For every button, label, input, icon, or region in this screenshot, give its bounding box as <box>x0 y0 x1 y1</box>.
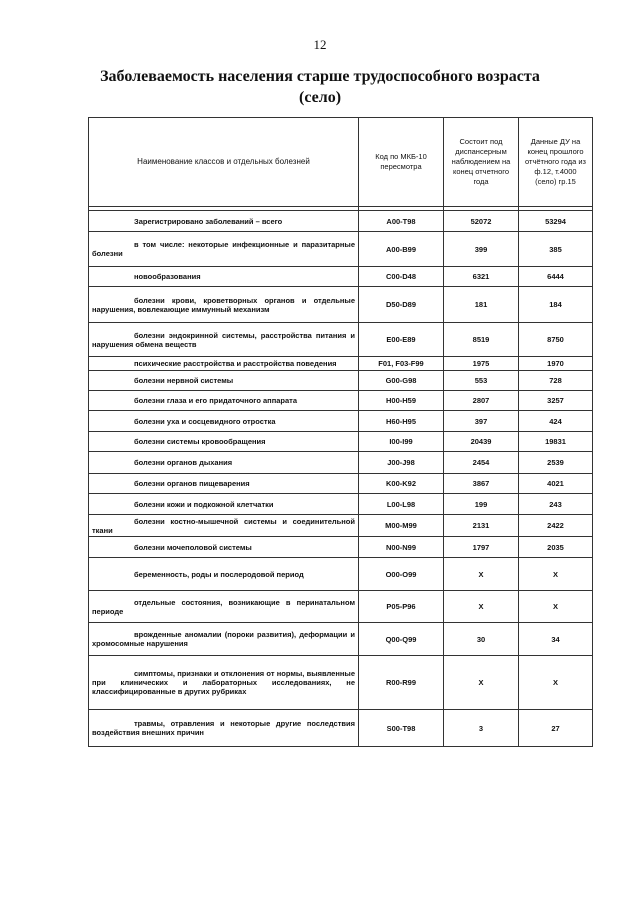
disease-name-cell: болезни глаза и его придаточного аппарата <box>89 391 359 411</box>
disease-name-cell: болезни костно-мышечной системы и соединительной ткани <box>89 515 359 537</box>
dispensary-count-cell: 199 <box>444 494 519 515</box>
icd-code-cell: J00-J98 <box>359 452 444 474</box>
previous-year-cell: X <box>519 558 593 591</box>
dispensary-count-cell: 2454 <box>444 452 519 474</box>
dispensary-count-cell: 20439 <box>444 432 519 452</box>
disease-name-cell: болезни системы кровообращения <box>89 432 359 452</box>
disease-name-cell: в том числе: некоторые инфекционные и паразитарные болезни <box>89 232 359 267</box>
table-row <box>89 537 593 558</box>
dispensary-count-cell: 181 <box>444 287 519 323</box>
page-title-line-2: (село) <box>298 89 342 106</box>
disease-name-cell: врожденные аномалии (пороки развития), деформации и хромосомные нарушения <box>89 623 359 656</box>
table-row <box>89 474 593 494</box>
previous-year-cell: 2422 <box>519 515 593 537</box>
table-row <box>89 623 593 656</box>
table-row <box>89 357 593 371</box>
icd-code-cell: G00-G98 <box>359 371 444 391</box>
table-row <box>89 211 593 232</box>
page-title <box>60 66 580 108</box>
dispensary-count-cell: 1975 <box>444 357 519 371</box>
disease-name-cell: новообразования <box>89 267 359 287</box>
previous-year-cell: X <box>519 591 593 623</box>
icd-code-cell: H60-H95 <box>359 411 444 432</box>
dispensary-count-cell: 2131 <box>444 515 519 537</box>
previous-year-cell: 2035 <box>519 537 593 558</box>
dispensary-count-cell: X <box>444 558 519 591</box>
dispensary-count-cell: 52072 <box>444 211 519 232</box>
disease-name-cell: травмы, отравления и некоторые другие последствия воздействия внешних причин <box>89 710 359 747</box>
disease-name-cell: болезни кожи и подкожной клетчатки <box>89 494 359 515</box>
previous-year-cell: 34 <box>519 623 593 656</box>
dispensary-count-cell: 6321 <box>444 267 519 287</box>
icd-code-cell: D50-D89 <box>359 287 444 323</box>
table-body <box>89 207 593 747</box>
disease-name-cell: беременность, роды и послеродовой период <box>89 558 359 591</box>
previous-year-cell: 728 <box>519 371 593 391</box>
dispensary-count-cell: 1797 <box>444 537 519 558</box>
table-row <box>89 656 593 710</box>
previous-year-cell: 19831 <box>519 432 593 452</box>
icd-code-cell: P05-P96 <box>359 591 444 623</box>
header-previous-year: Данные ДУ на конец прошлого отчётного года из ф.12, т.4000 (село) гр.15 <box>519 118 593 207</box>
disease-name-cell: болезни уха и сосцевидного отростка <box>89 411 359 432</box>
table-row <box>89 710 593 747</box>
disease-name-cell: болезни органов пищеварения <box>89 474 359 494</box>
icd-code-cell: C00-D48 <box>359 267 444 287</box>
previous-year-cell: 6444 <box>519 267 593 287</box>
dispensary-count-cell: 399 <box>444 232 519 267</box>
morbidity-table <box>88 117 593 747</box>
dispensary-count-cell: 8519 <box>444 323 519 357</box>
disease-name-cell: психические расстройства и расстройства поведения <box>89 357 359 371</box>
icd-code-cell: Q00-Q99 <box>359 623 444 656</box>
previous-year-cell: 243 <box>519 494 593 515</box>
previous-year-cell: 27 <box>519 710 593 747</box>
table-header <box>89 118 593 207</box>
icd-code-cell: A00-B99 <box>359 232 444 267</box>
page-title-line-1: Заболеваемость населения старше трудоспособного возраста <box>100 68 540 85</box>
disease-name-cell: болезни органов дыхания <box>89 452 359 474</box>
disease-name-cell: болезни крови, кроветворных органов и отдельные нарушения, вовлекающие иммунный механизм <box>89 287 359 323</box>
icd-code-cell: A00-T98 <box>359 211 444 232</box>
table-row <box>89 452 593 474</box>
dispensary-count-cell: X <box>444 656 519 710</box>
table-row <box>89 494 593 515</box>
icd-code-cell: H00-H59 <box>359 391 444 411</box>
icd-code-cell: M00-M99 <box>359 515 444 537</box>
table-row <box>89 371 593 391</box>
page-number: 12 <box>313 37 327 52</box>
icd-code-cell: O00-O99 <box>359 558 444 591</box>
disease-name-cell: болезни эндокринной системы, расстройства питания и нарушения обмена веществ <box>89 323 359 357</box>
table-row <box>89 515 593 537</box>
icd-code-cell: S00-T98 <box>359 710 444 747</box>
table-row <box>89 232 593 267</box>
header-disease-name: Наименование классов и отдельных болезней <box>89 118 359 207</box>
dispensary-count-cell: 397 <box>444 411 519 432</box>
table-row <box>89 432 593 452</box>
table-row <box>89 287 593 323</box>
header-row <box>89 118 593 207</box>
previous-year-cell: 8750 <box>519 323 593 357</box>
icd-code-cell: N00-N99 <box>359 537 444 558</box>
header-dispensary-count: Состоит под диспансерным наблюдением на конец отчетного года <box>444 118 519 207</box>
previous-year-cell: 385 <box>519 232 593 267</box>
dispensary-count-cell: 30 <box>444 623 519 656</box>
icd-code-cell: E00-E89 <box>359 323 444 357</box>
disease-name-cell: болезни нервной системы <box>89 371 359 391</box>
table-row <box>89 411 593 432</box>
disease-name-cell: симптомы, признаки и отклонения от нормы, выявленные при клинических и лабораторных исследованиях, не классифицированные в других рубриках <box>89 656 359 710</box>
table-row <box>89 323 593 357</box>
icd-code-cell: L00-L98 <box>359 494 444 515</box>
disease-name-cell: Зарегистрировано заболеваний – всего <box>89 211 359 232</box>
table-row <box>89 391 593 411</box>
previous-year-cell: X <box>519 656 593 710</box>
icd-code-cell: I00-I99 <box>359 432 444 452</box>
previous-year-cell: 53294 <box>519 211 593 232</box>
disease-name-cell: болезни мочеполовой системы <box>89 537 359 558</box>
dispensary-count-cell: 3 <box>444 710 519 747</box>
dispensary-count-cell: X <box>444 591 519 623</box>
previous-year-cell: 2539 <box>519 452 593 474</box>
dispensary-count-cell: 553 <box>444 371 519 391</box>
table-row <box>89 558 593 591</box>
previous-year-cell: 4021 <box>519 474 593 494</box>
previous-year-cell: 184 <box>519 287 593 323</box>
previous-year-cell: 3257 <box>519 391 593 411</box>
table-row <box>89 267 593 287</box>
dispensary-count-cell: 3867 <box>444 474 519 494</box>
icd-code-cell: F01, F03-F99 <box>359 357 444 371</box>
dispensary-count-cell: 2807 <box>444 391 519 411</box>
previous-year-cell: 1970 <box>519 357 593 371</box>
table-row <box>89 591 593 623</box>
icd-code-cell: K00-K92 <box>359 474 444 494</box>
header-icd-code: Код по МКБ-10 пересмотра <box>359 118 444 207</box>
previous-year-cell: 424 <box>519 411 593 432</box>
disease-name-cell: отдельные состояния, возникающие в перинатальном периоде <box>89 591 359 623</box>
icd-code-cell: R00-R99 <box>359 656 444 710</box>
